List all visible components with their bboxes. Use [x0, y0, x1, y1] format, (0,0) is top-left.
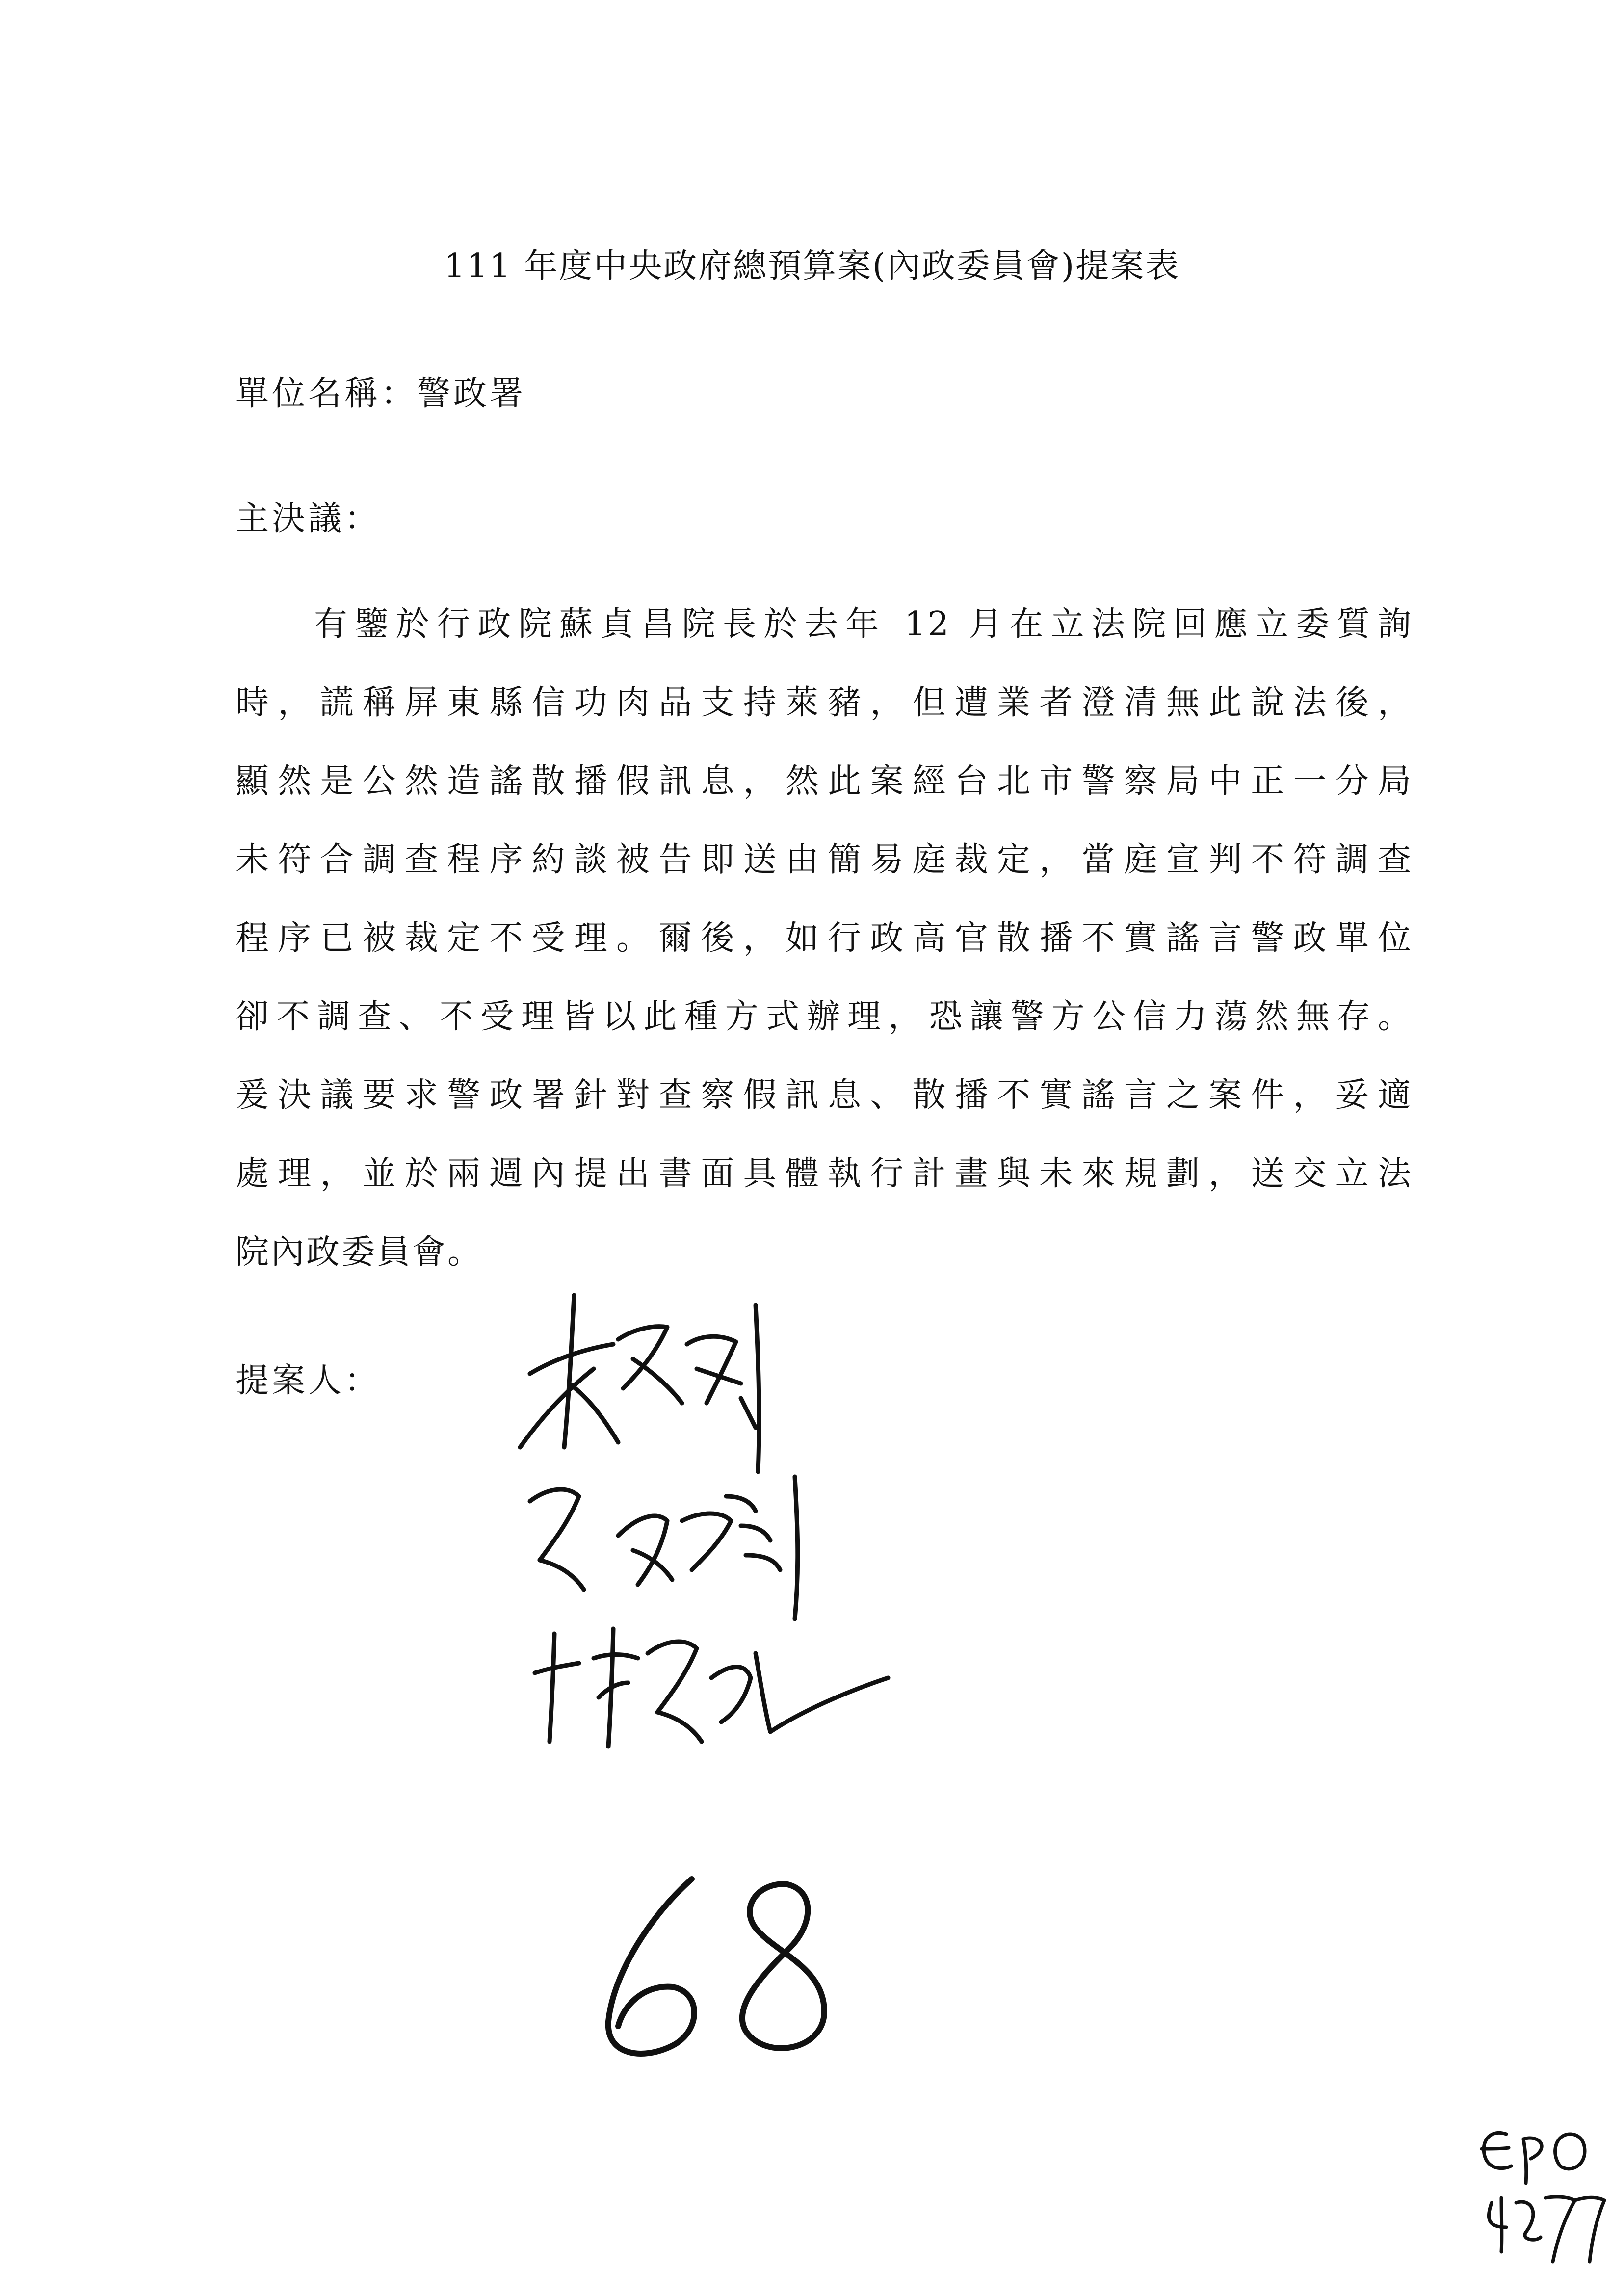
handwritten-page-number: [579, 1864, 854, 2070]
paragraph-line: 有鑒於行政院蘇貞昌院長於去年 12 月在立法院回應立委質詢: [314, 605, 1413, 644]
handwritten-signature-3: [525, 1614, 898, 1761]
handwritten-signature-2: [520, 1467, 834, 1629]
paragraph-line: 程序已被裁定不受理。爾後，如行政高官散播不實謠言警政單位: [236, 919, 1413, 958]
paragraph-line: 爰決議要求警政署針對查察假訊息、散播不實謠言之案件，妥適: [236, 1076, 1413, 1115]
paragraph-line: 時，謊稱屏東縣信功肉品支持萊豬，但遭業者澄清無此說法後，: [236, 683, 1413, 722]
proposer-label: 提案人：: [236, 1361, 381, 1400]
handwritten-signature-1: [510, 1285, 824, 1491]
document-title: 111 年度中央政府總預算案(內政委員會)提案表: [444, 247, 1180, 286]
paragraph-line: 顯然是公然造謠散播假訊息，然此案經台北市警察局中正一分局: [236, 762, 1413, 801]
paragraph-line: 卻不調查、不受理皆以此種方式辦理，恐讓警方公信力蕩然無存。: [236, 997, 1413, 1036]
handwritten-corner-note: [1472, 2119, 1614, 2267]
paragraph-line: 未符合調查程序約談被告即送由簡易庭裁定，當庭宣判不符調查: [236, 840, 1413, 879]
paragraph-line: 處理，並於兩週內提出書面具體執行計畫與未來規劃，送交立法: [236, 1154, 1413, 1193]
unit-name: 單位名稱：警政署: [236, 374, 526, 413]
paragraph-line: 院內政委員會。: [236, 1233, 483, 1272]
resolution-label: 主決議：: [236, 499, 381, 538]
